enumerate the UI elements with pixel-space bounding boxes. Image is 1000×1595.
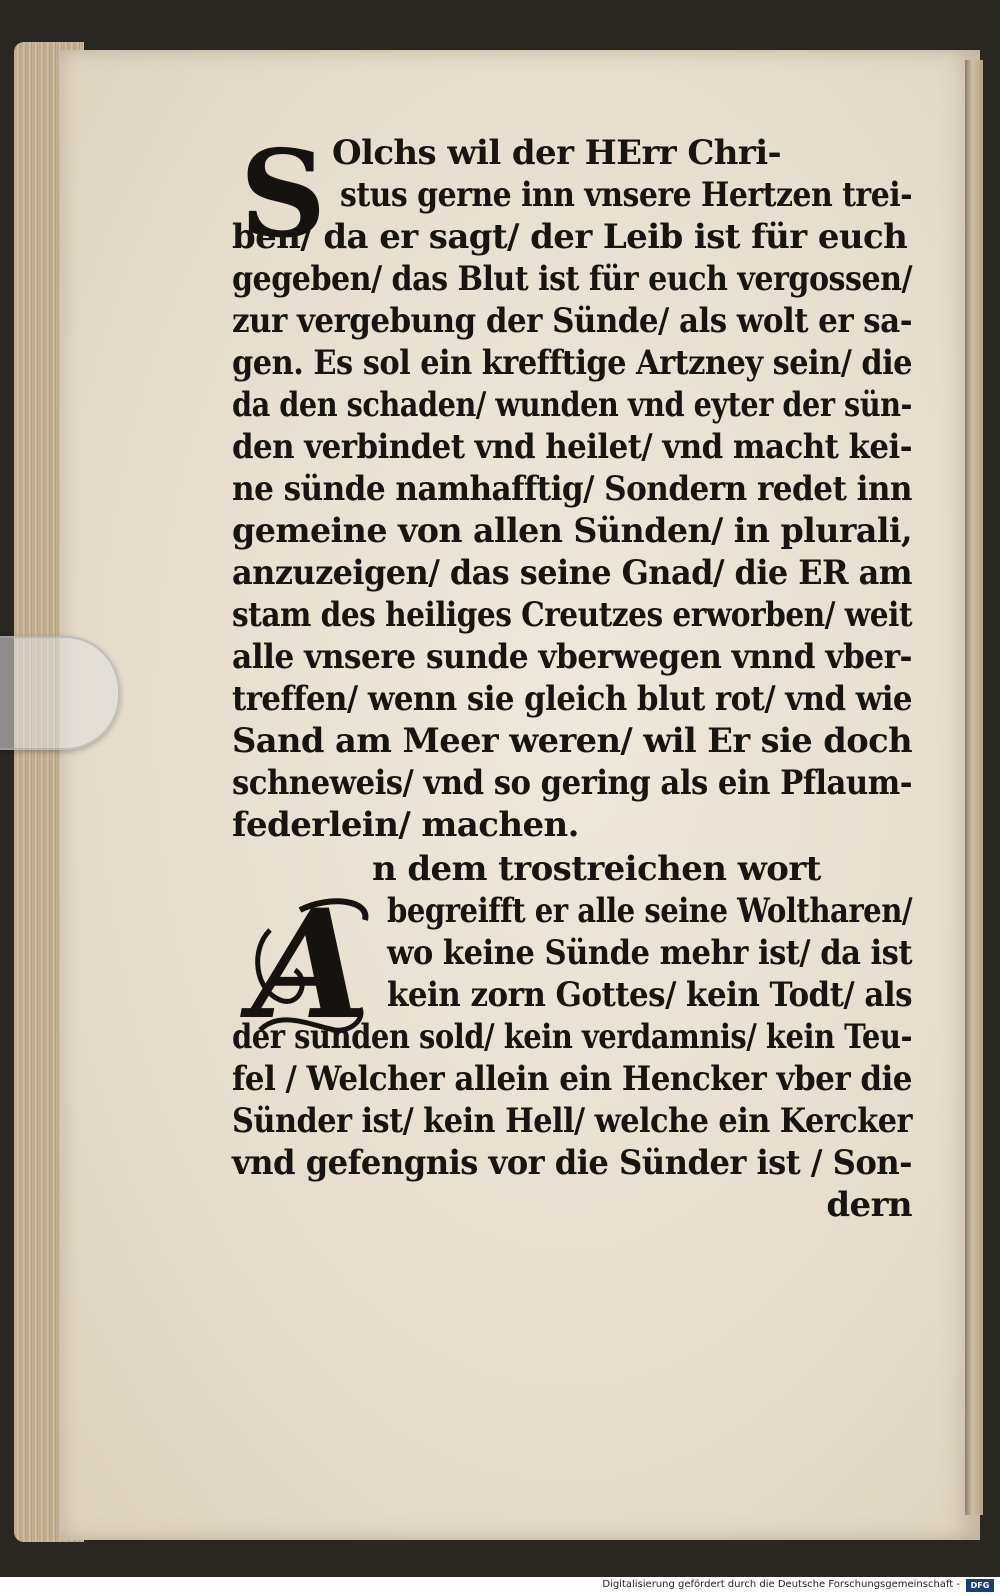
text-line: da den schaden/ wunden vnd eyter der sün- — [232, 385, 912, 425]
text-line: gen. Es sol ein krefftige Artzney sein/ die — [232, 343, 912, 383]
text-line: treffen/ wenn sie gleich blut rot/ vnd wie — [232, 679, 912, 719]
text-line: schneweis/ vnd so gering als ein Pflaum- — [232, 763, 912, 803]
main-text — [232, 132, 912, 1226]
text-line: Sand am Meer weren/ wil Er sie doch — [232, 721, 912, 761]
footer-credit: Digitalisierung gefördert durch die Deutsche Forschungsgemeinschaft - — [602, 1579, 960, 1590]
text-line: begreifft er alle seine Woltharen/ — [387, 891, 912, 931]
next-page-edge — [965, 60, 983, 1515]
text-line: gemeine von allen Sünden/ in plurali, — [232, 511, 912, 551]
page-clip — [0, 636, 120, 750]
text-line: Sünder ist/ kein Hell/ welche ein Kercker — [232, 1101, 912, 1141]
text-line: kein zorn Gottes/ kein Todt/ als — [387, 975, 912, 1015]
text-line: den verbindet vnd heilet/ vnd macht kei- — [232, 427, 912, 467]
text-line: Olchs wil der HErr Chri- — [332, 133, 782, 173]
text-line: der sunden sold/ kein verdamnis/ kein Teu- — [232, 1017, 912, 1057]
text-line: wo keine Sünde mehr ist/ da ist — [387, 933, 912, 973]
text-line: federlein/ machen. — [232, 805, 579, 845]
catchword: dern — [826, 1185, 912, 1225]
text-line: ne sünde namhafftig/ Sondern redet inn — [232, 469, 912, 509]
text-line: stam des heiliges Creutzes erworben/ weit — [232, 595, 912, 635]
text-line: stus gerne inn vnsere Hertzen trei- — [340, 175, 912, 215]
text-line: vnd gefengnis vor die Sünder ist / Son- — [232, 1143, 912, 1183]
text-line: n dem trostreichen wort — [372, 849, 821, 889]
dfg-logo: DFG — [966, 1579, 994, 1592]
text-line: fel / Welcher allein ein Hencker vber die — [232, 1059, 912, 1099]
paragraph-1 — [232, 132, 912, 846]
text-line: zur vergebung der Sünde/ als wolt er sa- — [232, 301, 912, 341]
drop-cap-a — [240, 877, 380, 1053]
drop-cap-a-letter: A — [251, 877, 369, 1053]
drop-cap-s: S — [239, 124, 327, 265]
text-line: alle vnsere sunde vberwegen vnnd vber- — [232, 637, 912, 677]
text-line: gegeben/ das Blut ist für euch vergossen/ — [232, 259, 912, 299]
text-line: ben/ da er sagt/ der Leib ist für euch — [232, 217, 908, 257]
text-line: anzuzeigen/ das seine Gnad/ die ER am — [232, 553, 912, 593]
